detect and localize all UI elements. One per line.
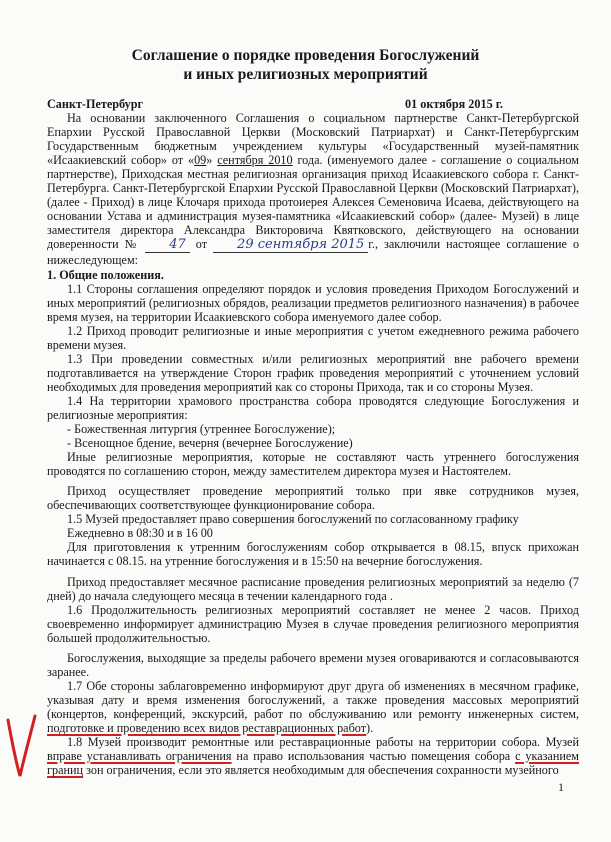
clause-1-4-item-2: - Всенощное бдение, вечерня (вечернее Богослужение) (67, 436, 353, 451)
clause-1-3: 1.3 При проведении совместных и/или религиозных мероприятий вне рабочего времени подготавливается на утверждение Сторон график проведения мероприятий с уточнением условий необходимых для проведения мероприятий как со стороны Прихода, так и со стороны Музея. (47, 351, 579, 394)
clause-1-2: 1.2 Приход проводит религиозные и иные мероприятия с учетом ежедневного режима рабочего времени музея. (47, 323, 579, 352)
city: Санкт-Петербург (47, 97, 144, 111)
clause-1-6-extra: Богослужения, выходящие за пределы рабочего времени музея оговариваются и согласовываются заранее. (47, 650, 579, 679)
clause-1-4-attendance: Приход осуществляет проведение мероприятий только при явке сотрудников музея, обеспечивающих соответствующее функционирование собора. (47, 484, 579, 513)
red-underline-3: с указанием границ (47, 749, 579, 778)
document-title (40, 46, 571, 84)
red-underline-1: подготовке и проведению всех видов реставрационных работ (47, 720, 367, 735)
document-body (47, 111, 579, 777)
intro-paragraph: На основании заключенного Соглашения о социальном партнерстве Санкт-Петербургской Епархии Русской Православной Церкви (Московский Патриархат) и Санкт-Петербургским Государственным бюджетным учреждением культуры «Государственный музей-памятник «Исаакиевский собор» от «09» сентября 2010 года. (именуемого далее - соглашение о социальном партнерстве), Приходская местная религиозная организация приход Исаакиевского собора г. Санкт-Петербурга. Санкт-Петербургской Епархии Русской Православной Церкви (Московский Патриархат), (далее - Приход) в лице Клочаря прихода протоиерея Алексея Семеновича Исаева, действующего на основании Устава и администрация музея-памятника «Исаакиевский собор» (далее- Музей) в лице заместителя директора Александра Викторовича Квятковского, действующего на основании доверенности № 47 от 29 сентября 2015 г., заключили настоящее соглашение о нижеследующем: (47, 111, 580, 268)
clause-1-5-preparation: Для приготовления к утренним богослужениям собор открывается в 08.15, впуск прихожан начинается с 08.15. на утренние богослужения и в 15:50 на вечерние богослужения. (47, 540, 579, 569)
clause-1-4-other: Иные религиозные мероприятия, которые не составляют часть утреннего богослужения проводятся по соглашению сторон, между заместителем директора музея и Настоятелем. (47, 450, 579, 479)
clause-1-7: 1.7 Обе стороны заблаговременно информируют друг друга об изменениях в месячном графике, указывая дату и время изменения богослужений, а также проведения массовых мероприятий (концертов, конференций, экскурсий, работ по обслуживанию или ремонту инженерных систем, подготовке и проведению всех видов реставрационных работ). (47, 678, 579, 735)
red-checkmark-icon (4, 712, 38, 782)
document-date: 01 октября 2015 г. (405, 97, 503, 111)
section-title: 1. Общие положения. (47, 267, 164, 282)
title-line-2: и иных религиозных мероприятий (183, 66, 428, 83)
clause-1-4-item-1: - Божественная литургия (утреннее Богослужение); (67, 422, 336, 437)
clause-1-1: 1.1 Стороны соглашения определяют порядок и условия проведения Приходом Богослужений и иных мероприятий (религиозных обрядов, реализации предметов религиозного назначения) в рабочее время музея, на территории Исаакиевского собора именуемого далее собор. (47, 281, 579, 324)
red-underline-2: вправе устанавливать ограничения (47, 749, 232, 764)
clause-1-8: 1.8 Музей производит ремонтные или реставрационные работы на территории собора. Музей вправе устанавливать ограничения на право использования частью помещения собора с указанием границ зон ограничения, если это является необходимым для обеспечения сохранности музейного (47, 735, 579, 778)
clause-1-4: 1.4 На территории храмового пространства собора проводятся следующие Богослужения и религиозные мероприятия: (47, 393, 579, 422)
clause-1-5-monthly: Приход предоставляет месячное расписание проведения религиозных мероприятий за неделю (7 дней) до начала следующего месяца в течении календарного года . (47, 574, 579, 603)
handwritten-date: 29 сентября 2015 (213, 238, 368, 253)
handwritten-number: 47 (145, 238, 190, 253)
clause-1-6: 1.6 Продолжительность религиозных мероприятий составляет не менее 2 часов. Приход своевременно информирует администрацию Музея в случае проведения религиозного мероприятия большей продолжительностью. (47, 602, 579, 645)
clause-1-5: 1.5 Музей предоставляет право совершения богослужений по согласованному графику (67, 512, 519, 527)
clause-1-5-schedule: Ежедневно в 08:30 и в 16 00 (67, 526, 213, 541)
page-number: 1 (558, 780, 564, 794)
title-line-1: Соглашение о порядке проведения Богослужений (131, 47, 480, 64)
